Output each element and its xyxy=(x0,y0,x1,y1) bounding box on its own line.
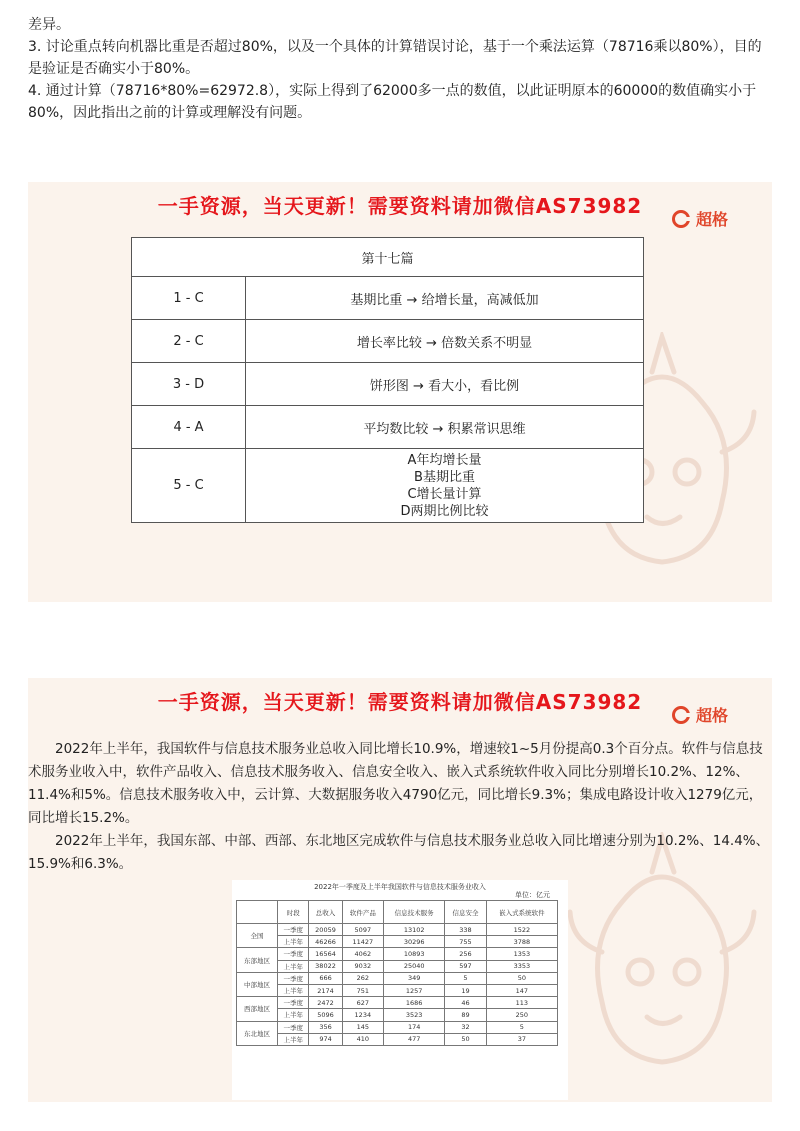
region-name: 中部地区 xyxy=(237,972,278,996)
header-cell: 信息技术服务 xyxy=(384,901,445,924)
answer-row xyxy=(132,320,644,363)
revenue-header-row xyxy=(237,901,558,924)
answer-key: 1 - C xyxy=(132,277,246,320)
answer-note: 基期比重 → 给增长量，高减低加 xyxy=(246,277,644,320)
revenue-table-figure xyxy=(232,880,568,1100)
value-cell: 1522 xyxy=(486,924,557,936)
value-cell: 751 xyxy=(342,984,383,996)
value-cell: 666 xyxy=(309,972,342,984)
header-cell: 嵌入式系统软件 xyxy=(486,901,557,924)
value-cell: 2472 xyxy=(309,997,342,1009)
material-paragraph-1 xyxy=(28,738,772,830)
value-cell: 4062 xyxy=(342,948,383,960)
value-cell: 38022 xyxy=(309,960,342,972)
value-cell: 46 xyxy=(445,997,486,1009)
revenue-table-body xyxy=(237,924,558,1046)
brand-g-icon xyxy=(672,706,690,724)
revenue-row xyxy=(237,960,558,972)
answer-key: 2 - C xyxy=(132,320,246,363)
value-cell: 262 xyxy=(342,972,383,984)
value-cell: 30296 xyxy=(384,936,445,948)
value-cell: 113 xyxy=(486,997,557,1009)
value-cell: 50 xyxy=(486,972,557,984)
header-cell: 时段 xyxy=(278,901,309,924)
intro-line-2: 3. 讨论重点转向机器比重是否超过80%，以及一个具体的计算错误讨论，基于一个乘法运算（78716乘以80%），目的是验证是否确实小于80%。 xyxy=(28,39,762,77)
period-cell: 上半年 xyxy=(278,1009,309,1021)
value-cell: 410 xyxy=(342,1033,383,1045)
value-cell: 755 xyxy=(445,936,486,948)
answer-table-title: 第十七篇 xyxy=(132,238,644,277)
revenue-row xyxy=(237,1009,558,1021)
period-cell: 一季度 xyxy=(278,972,309,984)
slide-banner: 一手资源，当天更新！需要资料请加微信AS73982 xyxy=(157,690,643,714)
material-text-1: 2022年上半年，我国软件与信息技术服务业总收入同比增长10.9%，增速较1~5月份提高0.3个百分点。软件与信息技术服务业收入中，软件产品收入、信息技术服务收入、信息安全收入、嵌入式系统软件收入同比分别增长10.2%、12%、11.4%和5%。信息技术服务收入中，云计算、大数据服务收入4790亿元，同比增长9.3%；集成电路设计收入1279亿元，同比增长15.2%。 xyxy=(28,741,763,826)
value-cell: 13102 xyxy=(384,924,445,936)
answer-row xyxy=(132,406,644,449)
value-cell: 145 xyxy=(342,1021,383,1033)
value-cell: 25040 xyxy=(384,960,445,972)
value-cell: 5 xyxy=(486,1021,557,1033)
answer-option: C增长量计算 xyxy=(407,486,482,502)
answer-row xyxy=(132,277,644,320)
value-cell: 5097 xyxy=(342,924,383,936)
period-cell: 上半年 xyxy=(278,984,309,996)
figure-title: 2022年一季度及上半年我国软件与信息技术服务业收入 xyxy=(314,883,486,891)
brand-logo xyxy=(672,207,728,230)
revenue-row xyxy=(237,948,558,960)
value-cell: 1257 xyxy=(384,984,445,996)
revenue-row xyxy=(237,972,558,984)
revenue-row xyxy=(237,984,558,996)
material-text-2: 2022年上半年，我国东部、中部、西部、东北地区完成软件与信息技术服务业总收入同比增速分别为10.2%、14.4%、15.9%和6.3%。 xyxy=(28,833,770,872)
value-cell: 1686 xyxy=(384,997,445,1009)
header-cell: 信息安全 xyxy=(445,901,486,924)
slide-material xyxy=(28,678,772,1102)
revenue-table xyxy=(236,900,558,1046)
value-cell: 597 xyxy=(445,960,486,972)
period-cell: 一季度 xyxy=(278,924,309,936)
answer-note xyxy=(246,449,644,523)
value-cell: 89 xyxy=(445,1009,486,1021)
revenue-row xyxy=(237,1033,558,1045)
slide-banner: 一手资源，当天更新！需要资料请加微信AS73982 xyxy=(157,194,643,218)
answer-key: 5 - C xyxy=(132,449,246,523)
value-cell: 10893 xyxy=(384,948,445,960)
value-cell: 477 xyxy=(384,1033,445,1045)
brand-name: 超格 xyxy=(695,706,728,725)
header-cell: 软件产品 xyxy=(342,901,383,924)
period-cell: 一季度 xyxy=(278,997,309,1009)
slide-answers xyxy=(28,182,772,602)
value-cell: 256 xyxy=(445,948,486,960)
revenue-row xyxy=(237,936,558,948)
value-cell: 147 xyxy=(486,984,557,996)
answer-option: A年均增长量 xyxy=(407,452,482,468)
answer-key: 4 - A xyxy=(132,406,246,449)
region-name: 全国 xyxy=(237,924,278,948)
answer-table xyxy=(131,237,644,523)
value-cell: 16564 xyxy=(309,948,342,960)
value-cell: 1234 xyxy=(342,1009,383,1021)
answer-table-title-row xyxy=(132,238,644,277)
value-cell: 1353 xyxy=(486,948,557,960)
brand-g-icon xyxy=(672,210,690,228)
region-name: 东北地区 xyxy=(237,1021,278,1045)
value-cell: 3353 xyxy=(486,960,557,972)
value-cell: 20059 xyxy=(309,924,342,936)
revenue-row xyxy=(237,1021,558,1033)
material-paragraph-2 xyxy=(28,830,772,876)
value-cell: 9032 xyxy=(342,960,383,972)
answer-note: 增长率比较 → 倍数关系不明显 xyxy=(246,320,644,363)
intro-line-3: 4. 通过计算（78716*80%=62972.8），实际上得到了62000多一点的数值，以此证明原本的60000的数值确实小于80%，因此指出之前的计算或理解没有问题。 xyxy=(28,83,757,121)
revenue-row xyxy=(237,997,558,1009)
value-cell: 3788 xyxy=(486,936,557,948)
value-cell: 3523 xyxy=(384,1009,445,1021)
value-cell: 338 xyxy=(445,924,486,936)
intro-text xyxy=(28,14,772,124)
value-cell: 11427 xyxy=(342,936,383,948)
value-cell: 974 xyxy=(309,1033,342,1045)
answer-note: 平均数比较 → 积累常识思维 xyxy=(246,406,644,449)
period-cell: 上半年 xyxy=(278,960,309,972)
answer-row xyxy=(132,363,644,406)
value-cell: 50 xyxy=(445,1033,486,1045)
region-name: 东部地区 xyxy=(237,948,278,972)
brand-name: 超格 xyxy=(695,210,728,229)
value-cell: 174 xyxy=(384,1021,445,1033)
value-cell: 32 xyxy=(445,1021,486,1033)
answer-note: 饼形图 → 看大小，看比例 xyxy=(246,363,644,406)
brand-logo xyxy=(672,703,728,726)
value-cell: 250 xyxy=(486,1009,557,1021)
period-cell: 上半年 xyxy=(278,1033,309,1045)
value-cell: 349 xyxy=(384,972,445,984)
answer-option: B基期比重 xyxy=(414,469,475,485)
value-cell: 2174 xyxy=(309,984,342,996)
answer-option: D两期比例比较 xyxy=(400,503,489,519)
region-name: 西部地区 xyxy=(237,997,278,1021)
period-cell: 一季度 xyxy=(278,948,309,960)
period-cell: 一季度 xyxy=(278,1021,309,1033)
answer-row xyxy=(132,449,644,523)
value-cell: 356 xyxy=(309,1021,342,1033)
revenue-row xyxy=(237,924,558,936)
value-cell: 19 xyxy=(445,984,486,996)
value-cell: 5 xyxy=(445,972,486,984)
intro-line-1: 差异。 xyxy=(28,17,70,33)
figure-unit: 单位：亿元 xyxy=(515,891,550,899)
value-cell: 627 xyxy=(342,997,383,1009)
value-cell: 37 xyxy=(486,1033,557,1045)
value-cell: 5096 xyxy=(309,1009,342,1021)
header-cell xyxy=(237,901,278,924)
answer-key: 3 - D xyxy=(132,363,246,406)
header-cell: 总收入 xyxy=(309,901,342,924)
value-cell: 46266 xyxy=(309,936,342,948)
period-cell: 上半年 xyxy=(278,936,309,948)
